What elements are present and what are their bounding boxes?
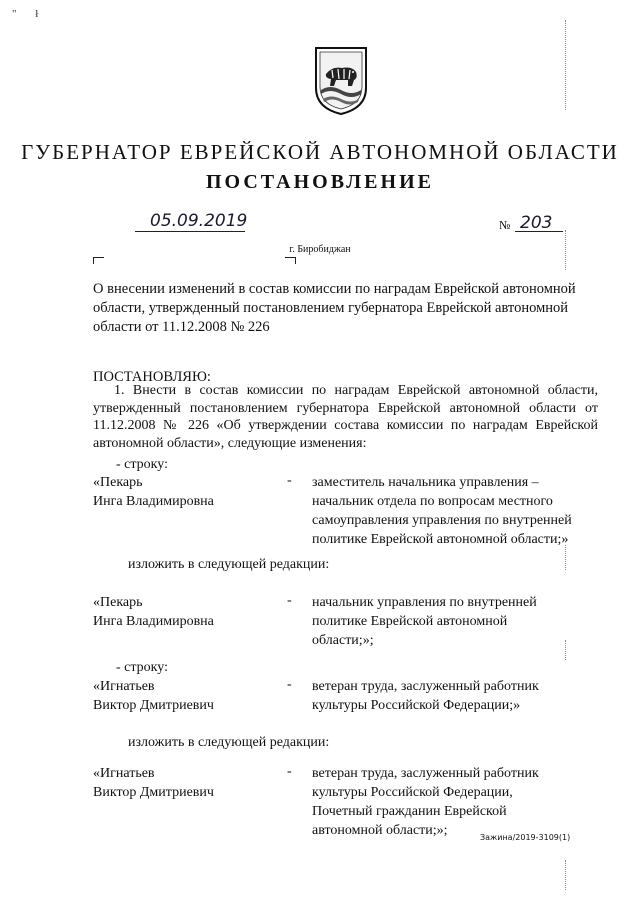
coat-of-arms-emblem	[312, 44, 370, 116]
desc-line: Почетный гражданин Еврейской	[312, 804, 507, 819]
entry-given-names: Инга Владимировна	[93, 614, 214, 629]
desc-line: культуры Российской Федерации;»	[312, 698, 521, 713]
desc-line: ветеран труда, заслуженный работник	[312, 766, 539, 781]
desc-line: ветеран труда, заслуженный работник	[312, 679, 539, 694]
entry-description	[312, 764, 599, 840]
number-underline	[515, 231, 563, 232]
entry-description	[312, 677, 599, 715]
entry-name	[93, 677, 214, 715]
desc-line: начальник управления по внутренней	[312, 595, 537, 610]
scan-artifact-line	[565, 860, 566, 890]
entry-dash: -	[287, 473, 292, 488]
entry-surname: «Пекарь	[93, 475, 143, 490]
scan-artifact-line	[565, 230, 566, 270]
paragraph-1	[93, 382, 598, 452]
entry-surname: «Игнатьев	[93, 766, 155, 781]
scan-artifact-line	[565, 640, 566, 660]
desc-line: самоуправления управления по внутренней	[312, 513, 572, 528]
subject-corner-right	[285, 257, 296, 264]
desc-line: политике Еврейской автономной	[312, 614, 508, 629]
subject-corner-left	[93, 257, 104, 264]
entry-dash: -	[287, 593, 292, 608]
date-underline	[135, 231, 245, 232]
desc-line: начальник отдела по вопросам местного	[312, 494, 553, 509]
entry-dash: -	[287, 764, 292, 779]
desc-line: заместитель начальника управления –	[312, 475, 539, 490]
desc-line: автономной области;»;	[312, 823, 448, 838]
entry-name	[93, 473, 214, 511]
desc-line: культуры Российской Федерации,	[312, 785, 513, 800]
handwritten-number: 203	[520, 213, 553, 233]
replace-label: изложить в следующей редакции:	[128, 557, 330, 572]
document-title: ПОСТАНОВЛЕНИЕ	[206, 171, 434, 193]
desc-line: области;»;	[312, 633, 374, 648]
row-label: - строку:	[116, 660, 168, 675]
margin-marks: " ł	[12, 8, 47, 20]
entry-given-names: Виктор Дмитриевич	[93, 698, 214, 713]
decree-word: ПОСТАНОВЛЯЮ:	[93, 369, 211, 385]
paragraph-1-text: 1. Внести в состав комиссии по наградам Еврейской автономной области, утвержденный постановлением губернатора Еврейской автономной области от 11.12.2008 № 226 «Об утверждении состава комиссии по наградам Еврейской автономной области», следующие изменения:	[93, 383, 598, 451]
file-stamp: Зажина/2019-3109(1)	[480, 833, 571, 842]
entry-given-names: Виктор Дмитриевич	[93, 785, 214, 800]
scan-artifact-line	[565, 545, 566, 570]
desc-line: политике Еврейской автономной области;»	[312, 532, 569, 547]
entry-name	[93, 764, 214, 802]
entry-description	[312, 473, 599, 549]
handwritten-date: 05.09.2019	[150, 211, 248, 231]
replace-label: изложить в следующей редакции:	[128, 735, 330, 750]
entry-dash: -	[287, 677, 292, 692]
document-subject: О внесении изменений в состав комиссии по наградам Еврейской автономной области, утвержденный постановлением губернатора Еврейской автономной области от 11.12.2008 № 226	[93, 281, 576, 335]
city-label: г. Биробиджан	[289, 244, 351, 255]
scan-artifact-line	[565, 20, 566, 110]
number-label: №	[499, 218, 511, 232]
entry-surname: «Пекарь	[93, 595, 143, 610]
entry-description	[312, 593, 599, 650]
entry-given-names: Инга Владимировна	[93, 494, 214, 509]
row-label: - строку:	[116, 457, 168, 472]
entry-name	[93, 593, 214, 631]
entry-surname: «Игнатьев	[93, 679, 155, 694]
issuer-heading: ГУБЕРНАТОР ЕВРЕЙСКОЙ АВТОНОМНОЙ ОБЛАСТИ	[21, 140, 619, 164]
